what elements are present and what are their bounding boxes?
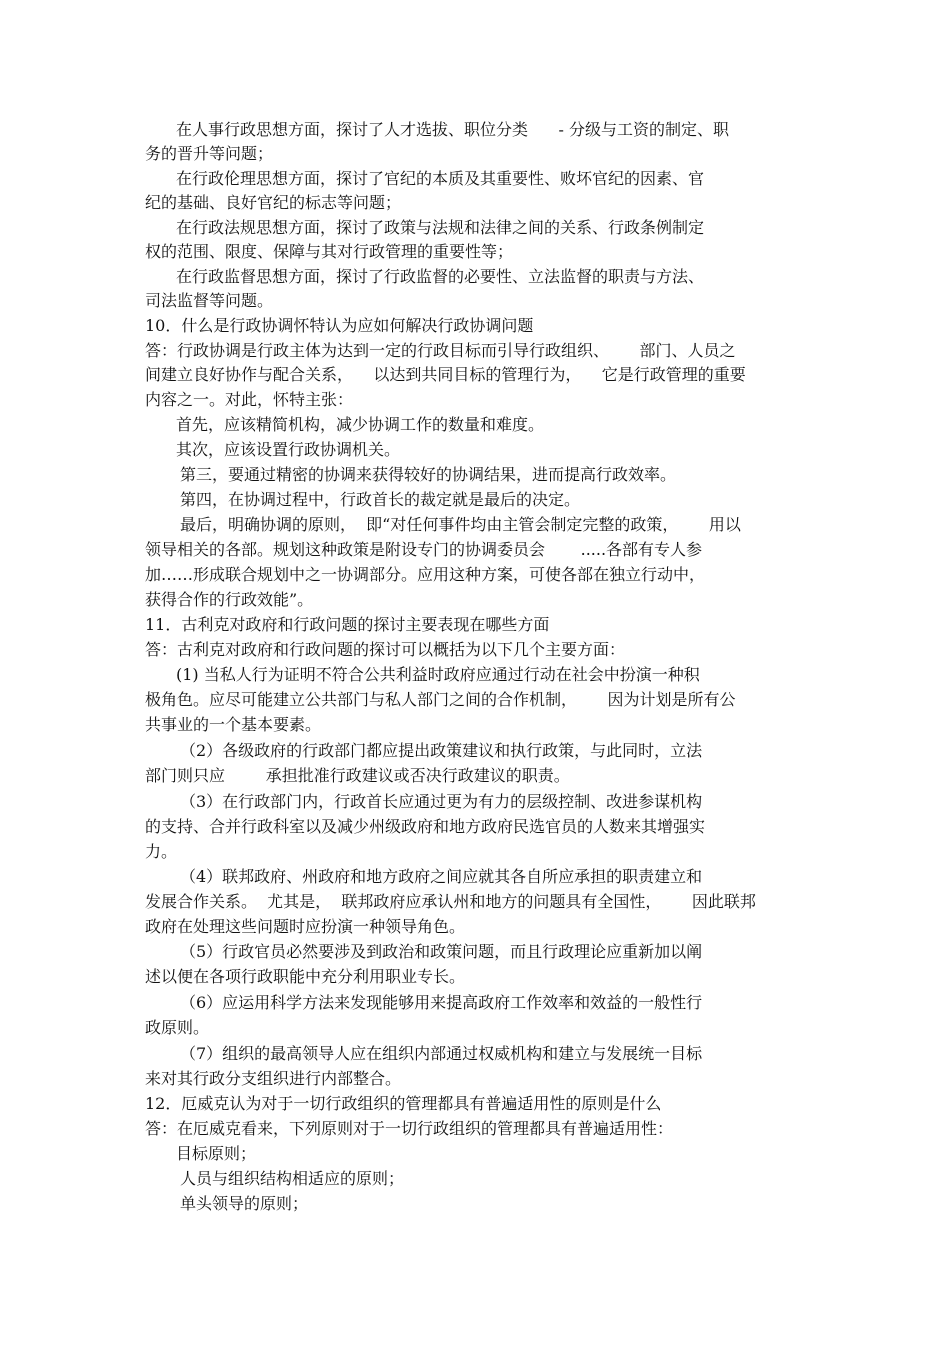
- question-heading: 12．厄威克认为对于一切行政组织的管理都具有普遍适用性的原则是什么: [145, 1094, 662, 1113]
- text-line: 部门则只应 承担批准行政建议或否决行政建议的职责。: [145, 766, 570, 785]
- text-line: 人员与组织结构相适应的原则；: [180, 1169, 405, 1188]
- text-line: 目标原则；: [176, 1144, 257, 1163]
- text-line: 政府在处理这些问题时应扮演一种领导角色。: [145, 917, 466, 936]
- text-line: 权的范围、限度、保障与其对行政管理的重要性等；: [145, 242, 514, 261]
- text-line: 纪的基础、良好官纪的标志等问题；: [145, 193, 402, 212]
- text-line: 在行政监督思想方面，探讨了行政监督的必要性、立法监督的职责与方法、: [176, 267, 705, 286]
- text-line: 单头领导的原则；: [180, 1194, 309, 1213]
- text-line: 在行政伦理思想方面，探讨了官纪的本质及其重要性、败坏官纪的因素、官: [176, 169, 705, 188]
- question-heading: 10．什么是行政协调怀特认为应如何解决行政协调问题: [145, 316, 534, 335]
- text-line: 政原则。: [145, 1018, 210, 1037]
- text-line: 述以便在各项行政职能中充分利用职业专长。: [145, 967, 466, 986]
- text-line: 答：行政协调是行政主体为达到一定的行政目标而引导行政组织、 部门、人员之: [145, 341, 736, 360]
- text-line: （7）组织的最高领导人应在组织内部通过权威机构和建立与发展统一目标: [180, 1044, 703, 1063]
- text-line: （2）各级政府的行政部门都应提出政策建议和执行政策，与此同时，立法: [180, 741, 703, 760]
- text-line: 极角色。应尽可能建立公共部门与私人部门之间的合作机制， 因为计划是所有公: [145, 690, 736, 709]
- text-line: 第三，要通过精密的协调来获得较好的协调结果，进而提高行政效率。: [180, 465, 677, 484]
- text-line: (1) 当私人行为证明不符合公共利益时政府应通过行动在社会中扮演一种积: [176, 665, 700, 684]
- text-line: 其次，应该设置行政协调机关。: [176, 440, 401, 459]
- text-line: 答：古利克对政府和行政问题的探讨可以概括为以下几个主要方面：: [145, 640, 626, 659]
- text-line: 力。: [145, 842, 178, 861]
- text-line: （4）联邦政府、州政府和地方政府之间应就其各自所应承担的职责建立和: [180, 867, 703, 886]
- question-heading: 11．古利克对政府和行政问题的探讨主要表现在哪些方面: [145, 615, 550, 634]
- text-line: 获得合作的行政效能”。: [145, 590, 314, 609]
- text-line: 最后，明确协调的原则， 即“对任何事件均由主管会制定完整的政策， 用以: [180, 515, 741, 534]
- text-line: 司法监督等问题。: [145, 291, 274, 310]
- text-line: 答：在厄威克看来，下列原则对于一切行政组织的管理都具有普遍适用性：: [145, 1119, 674, 1138]
- text-line: 间建立良好协作与配合关系， 以达到共同目标的管理行为， 它是行政管理的重要: [145, 365, 746, 384]
- text-line: （6）应运用科学方法来发现能够用来提高政府工作效率和效益的一般性行: [180, 993, 703, 1012]
- text-line: 内容之一。对此，怀特主张：: [145, 390, 354, 409]
- text-line: 在人事行政思想方面，探讨了人才选拔、职位分类 - 分级与工资的制定、职: [176, 120, 730, 139]
- text-line: 务的晋升等问题；: [145, 144, 274, 163]
- text-line: 加……形成联合规划中之一协调部分。应用这种方案，可使各部在独立行动中，: [145, 565, 706, 584]
- text-line: 共事业的一个基本要素。: [145, 715, 322, 734]
- text-line: （5）行政官员必然要涉及到政治和政策问题，而且行政理论应重新加以阐: [180, 942, 703, 961]
- text-line: 在行政法规思想方面，探讨了政策与法规和法律之间的关系、行政条例制定: [176, 218, 705, 237]
- text-line: （3）在行政部门内，行政首长应通过更为有力的层级控制、改进参谋机构: [180, 792, 703, 811]
- text-line: 来对其行政分支组织进行内部整合。: [145, 1069, 402, 1088]
- text-line: 首先，应该精简机构，减少协调工作的数量和难度。: [176, 415, 545, 434]
- text-line: 发展合作关系。 尤其是， 联邦政府应承认州和地方的问题具有全国性， 因此联邦: [145, 892, 756, 911]
- text-line: 领导相关的各部。规划这种政策是附设专门的协调委员会 .....各部有专人参: [145, 540, 703, 559]
- text-line: 的支持、合并行政科室以及减少州级政府和地方政府民选官员的人数来其增强实: [145, 817, 706, 836]
- text-line: 第四，在协调过程中，行政首长的裁定就是最后的决定。: [180, 490, 581, 509]
